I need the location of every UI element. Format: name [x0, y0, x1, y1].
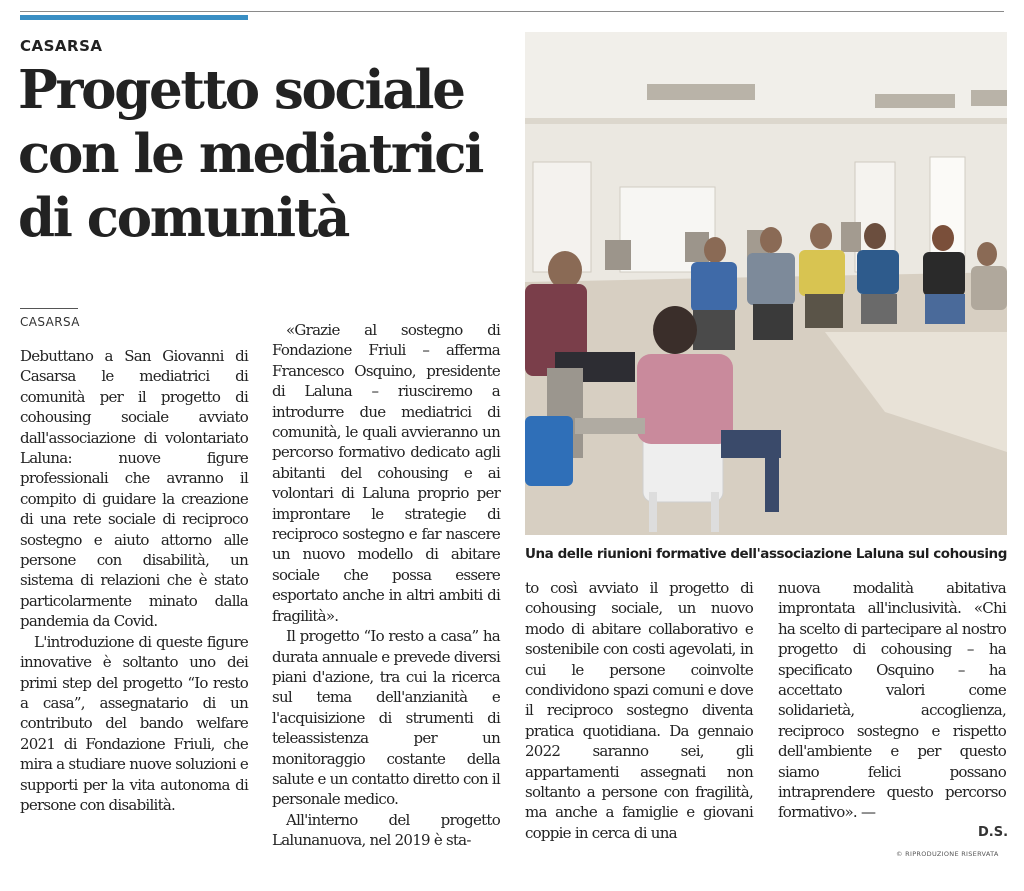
- author-signature: D.S.: [978, 825, 1009, 840]
- section-accent-bar: [20, 15, 248, 20]
- article-column-2: [272, 320, 500, 851]
- section-label: CASARSA: [20, 37, 103, 55]
- byline: CASARSA: [20, 315, 80, 329]
- top-rule: [20, 11, 1004, 12]
- paragraph: nuova modalità abitativa improntata all'inclusività. «Chi ha scelto di partecipare al nostro progetto di cohousing – ha specificato Osquino – ha accettato valori come solidarietà, accoglienza, reciproco sostegno e rispetto dell'ambiente e per questo siamo felici possano intraprendere questo percorso formativo». —: [778, 579, 1006, 822]
- article-column-4: [778, 578, 1006, 823]
- article-column-1: [20, 346, 248, 815]
- paragraph: Il progetto “Io resto a casa” ha durata annuale e prevede diversi piani d'azione, tra cui la ricerca sul tema dell'anzianità e l'acquisizione di strumenti di teleassistenza per un monitoraggio costante della salute e un contatto diretto con il personale medico.: [272, 627, 500, 809]
- rights-notice: © RIPRODUZIONE RISERVATA: [896, 850, 999, 858]
- paragraph: «Grazie al sostegno di Fondazione Friuli – afferma Francesco Osquino, presidente di Laluna – riusciremo a introdurre due mediatrici di comunità, le quali avvieranno un percorso formativo dedicato agli abitanti del cohousing e ai volontari di Laluna proprio per improntare le strategie di reciproco sostegno e far nascere un nuovo modello di abitare sociale che possa essere esportato anche in altri ambiti di fragilità».: [272, 321, 500, 625]
- paragraph: L'introduzione di queste figure innovative è soltanto uno dei primi step del progetto “Io resto a casa”, assegnatario di un contributo del bando welfare 2021 di Fondazione Friuli, che mira a studiare nuove soluzioni e supporti per la vita autonoma di persone con disabilità.: [20, 632, 248, 814]
- paragraph: All'interno del progetto Lalunanuova, nel 2019 è sta-: [272, 810, 500, 850]
- byline-rule: [20, 308, 78, 309]
- photo-caption: Una delle riunioni formative dell'associazione Laluna sul cohousing: [525, 546, 1007, 562]
- headline: Progetto sociale con le mediatrici di comunità: [18, 59, 483, 249]
- paragraph: Debuttano a San Giovanni di Casarsa le mediatrici di comunità per il progetto di cohousing sociale avviato dall'associazione di volontariato Laluna: nuove figure professionali che avranno il compito di guidare la creazione di una rete sociale di reciproco sostegno e aiuto attorno alle persone con disabilità, un sistema di relazioni che è stato particolarmente minato dalla pandemia da Covid.: [20, 347, 248, 631]
- article-column-3: [525, 578, 753, 843]
- paragraph: to così avviato il progetto di cohousing sociale, un nuovo modo di abitare collaborativo e sostenibile con costi agevolati, in cui le persone coinvolte condividono spazi comuni e dove il reciproco sostegno diventa pratica quotidiana. Da gennaio 2022 saranno sei, gli appartamenti assegnati non soltanto a persone con fragilità, ma anche a famiglie e giovani coppie in cerca di una: [525, 579, 753, 842]
- article-photo: [525, 32, 1007, 535]
